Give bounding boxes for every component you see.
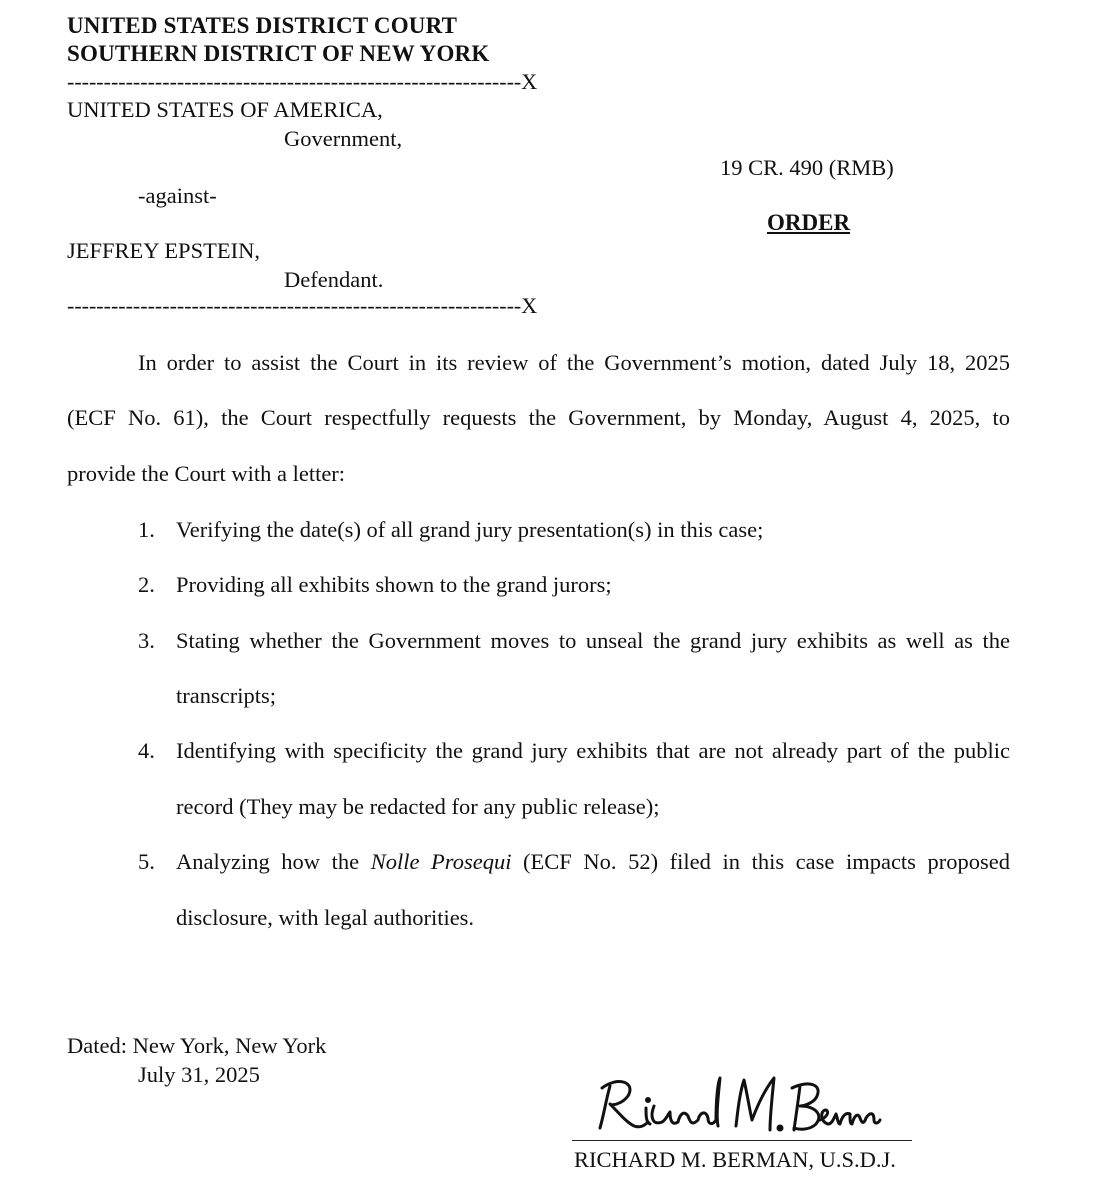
intro-line-3: provide the Court with a letter: [67,461,346,486]
defendant-name: JEFFREY EPSTEIN, [67,238,260,263]
plaintiff-role: Government, [284,126,403,151]
list-item-text-continued: disclosure, with legal authorities. [176,905,475,930]
list-item-text-pre: Analyzing how the [176,849,371,874]
list-item-text-continued: record (They may be redacted for any public release); [176,794,660,819]
defendant-role: Defendant. [284,267,384,292]
handwritten-signature [588,1068,888,1140]
intro-line-2: (ECF No. 61), the Court respectfully requests the Government, by Monday, August 4, 2025, to [67,405,1010,430]
signature-line [572,1140,912,1141]
list-item-text: Identifying with specificity the grand jury exhibits that are not already part of the public [176,738,1010,763]
case-number: 19 CR. 490 (RMB) [720,155,894,180]
caption-rule-bottom: --------------------------------------------------------------X [67,293,538,318]
document-title: ORDER [767,210,851,235]
nolle-prosequi-italic: Nolle Prosequi [370,849,512,874]
list-item-text-post: (ECF No. 52) filed in this case impacts proposed [511,849,1011,874]
list-item-text-continued: transcripts; [176,683,276,708]
dated-date: July 31, 2025 [138,1062,260,1087]
caption-rule-top: --------------------------------------------------------------X [67,69,538,94]
list-item-text: Providing all exhibits shown to the grand jurors; [176,572,612,597]
court-name: UNITED STATES DISTRICT COURT [67,13,458,38]
list-item-number: 3. [138,628,155,653]
list-item-number: 1. [138,517,155,542]
dated-place: Dated: New York, New York [67,1033,327,1058]
judge-name: RICHARD M. BERMAN, U.S.D.J. [574,1147,896,1172]
list-item-number: 2. [138,572,155,597]
list-item-text: Verifying the date(s) of all grand jury presentation(s) in this case; [176,517,764,542]
list-item-text: Stating whether the Government moves to unseal the grand jury exhibits as well as the [176,628,1010,653]
against-label: -against- [138,183,217,208]
plaintiff-name: UNITED STATES OF AMERICA, [67,97,383,122]
list-item-text [176,848,1010,876]
intro-line-1: In order to assist the Court in its review of the Government’s motion, dated July 18, 2025 [138,350,1010,375]
court-district: SOUTHERN DISTRICT OF NEW YORK [67,41,490,66]
list-item-number: 4. [138,738,155,763]
list-item-number: 5. [138,849,155,874]
